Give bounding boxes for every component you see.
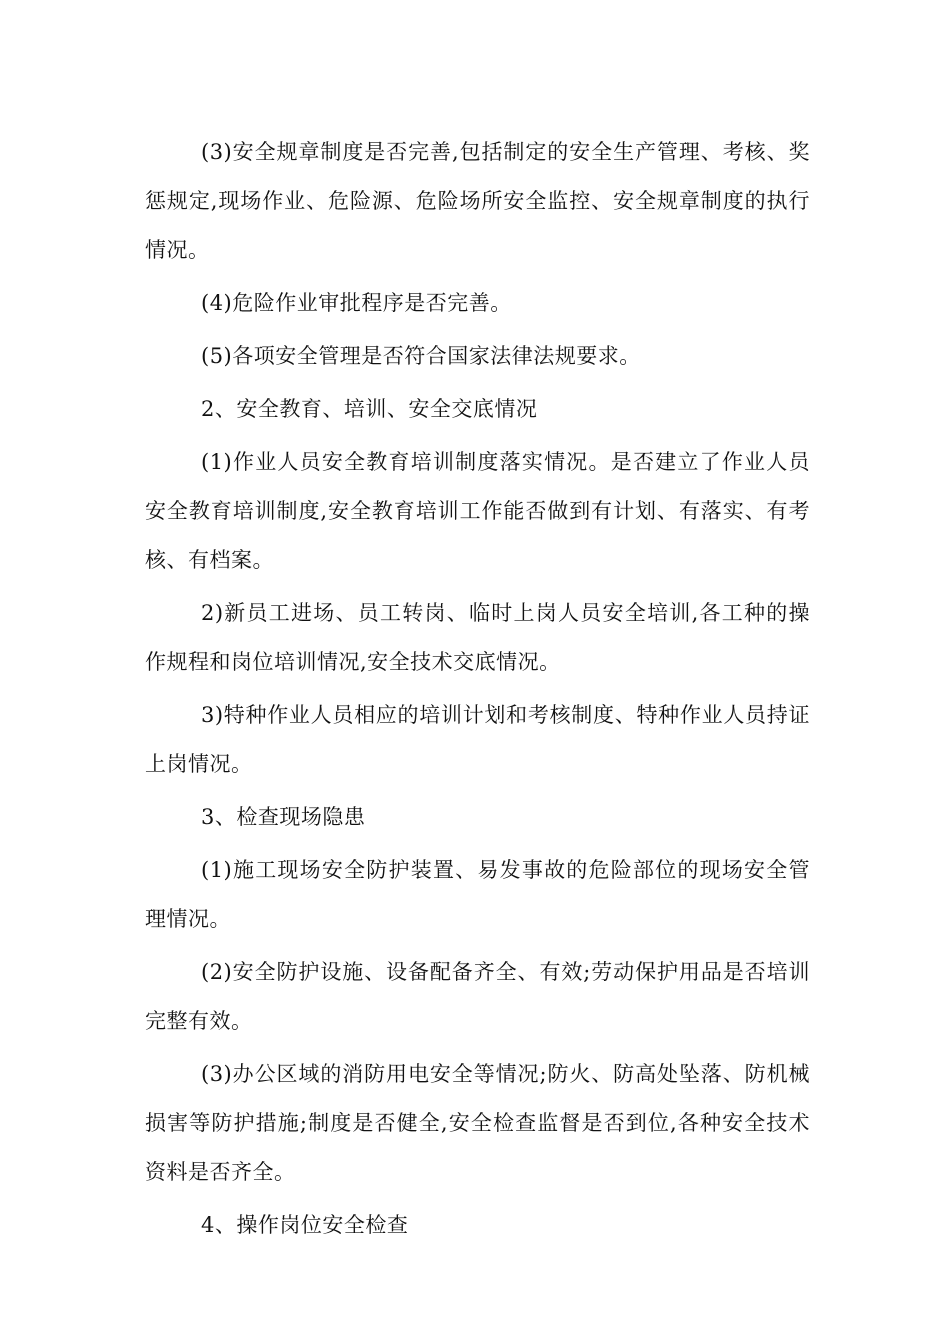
paragraph-new-employee-training: 2)新员工进场、员工转岗、临时上岗人员安全培训,各工种的操作规程和岗位培训情况,安全技术交底情况。 <box>145 601 810 674</box>
section-heading-education-training: 2、安全教育、培训、安全交底情况 <box>201 397 538 421</box>
paragraph-training-system: (1)作业人员安全教育培训制度落实情况。是否建立了作业人员安全教育培训制度,安全教育培训工作能否做到有计划、有落实、有考核、有档案。 <box>145 450 810 572</box>
paragraph-special-operations: 3)特种作业人员相应的培训计划和考核制度、特种作业人员持证上岗情况。 <box>145 703 810 776</box>
document-body <box>145 128 810 1254</box>
paragraph-approval-procedure: (4)危险作业审批程序是否完善。 <box>201 291 512 315</box>
paragraph-protection-devices: (1)施工现场安全防护装置、易发事故的危险部位的现场安全管理情况。 <box>145 858 810 931</box>
section-heading-post-inspection: 4、操作岗位安全检查 <box>201 1213 409 1237</box>
paragraph-legal-compliance: (5)各项安全管理是否符合国家法律法规要求。 <box>201 344 641 368</box>
paragraph-protection-facilities: (2)安全防护设施、设备配备齐全、有效;劳动保护用品是否培训完整有效。 <box>145 960 810 1033</box>
paragraph-office-fire-safety: (3)办公区域的消防用电安全等情况;防火、防高处坠落、防机械损害等防护措施;制度是否健全,安全检查监督是否到位,各种安全技术资料是否齐全。 <box>145 1062 810 1184</box>
paragraph-rules-completeness: (3)安全规章制度是否完善,包括制定的安全生产管理、考核、奖惩规定,现场作业、危险源、危险场所安全监控、安全规章制度的执行情况。 <box>145 140 810 262</box>
section-heading-site-hazards: 3、检查现场隐患 <box>201 805 366 829</box>
